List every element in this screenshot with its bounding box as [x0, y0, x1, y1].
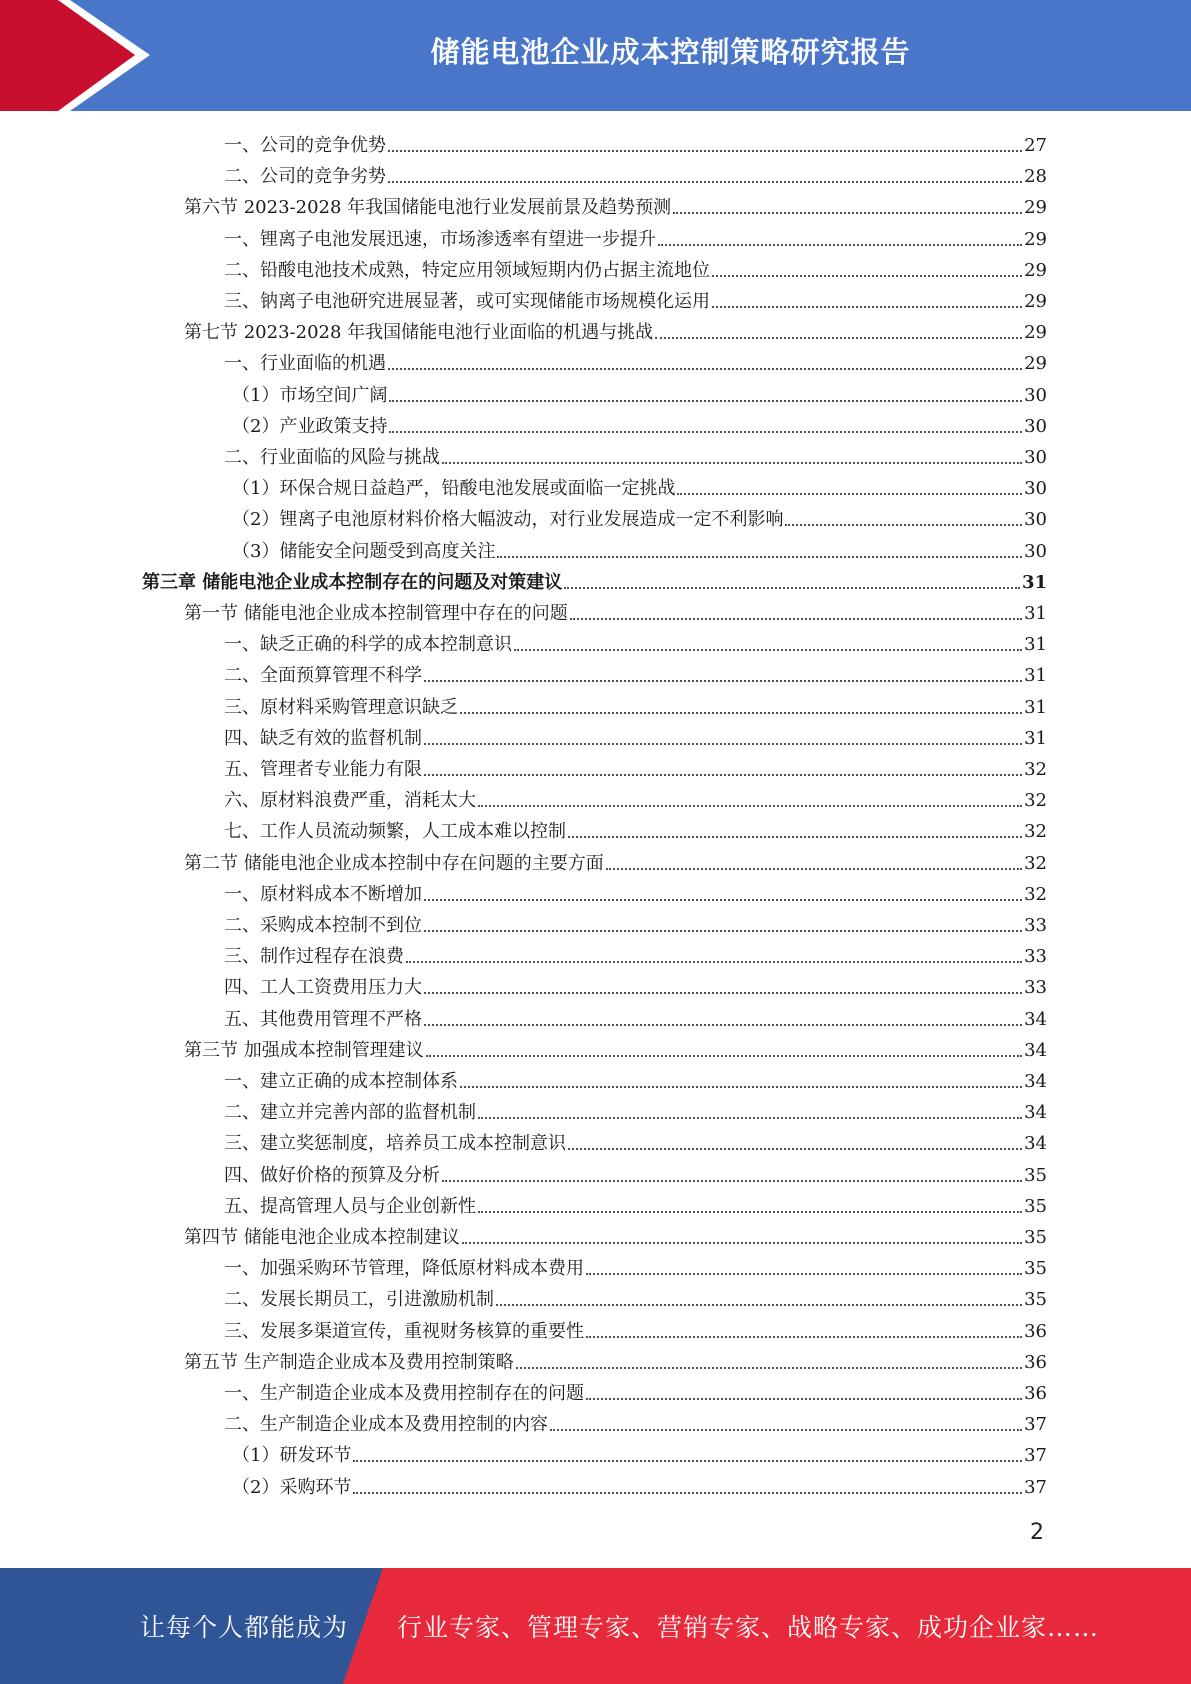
toc-leader-dots: [677, 491, 1022, 495]
toc-entry-page: 28: [1024, 166, 1047, 188]
toc-entry-page: 37: [1024, 1445, 1047, 1467]
toc-leader-dots: [424, 928, 1022, 932]
toc-leader-dots: [424, 741, 1022, 745]
toc-leader-dots: [570, 616, 1022, 620]
toc-entry-page: 35: [1024, 1289, 1047, 1311]
toc-entry[interactable]: [224, 657, 1047, 687]
page-footer: [0, 1568, 1191, 1684]
toc-entry-title: 六、原材料浪费严重，消耗太大: [224, 790, 476, 812]
toc-entry-title: （1）环保合规日益趋严，铅酸电池发展或面临一定挑战: [232, 478, 676, 500]
toc-entry[interactable]: [224, 626, 1047, 656]
toc-entry[interactable]: [224, 1281, 1047, 1311]
toc-entry-page: 32: [1024, 790, 1047, 812]
toc-entry-page: 34: [1024, 1039, 1047, 1061]
toc-entry[interactable]: [232, 1437, 1047, 1467]
toc-entry-title: （2）采购环节: [232, 1476, 352, 1498]
toc-entry-title: 七、工作人员流动频繁，人工成本难以控制: [224, 821, 566, 843]
toc-leader-dots: [514, 647, 1022, 651]
toc-entry-page: 35: [1024, 1258, 1047, 1280]
toc-leader-dots: [550, 1427, 1022, 1431]
toc-leader-dots: [424, 897, 1022, 901]
toc-entry-page: 32: [1024, 759, 1047, 780]
toc-leader-dots: [586, 1334, 1022, 1338]
toc-leader-dots: [478, 1115, 1022, 1119]
toc-leader-dots: [353, 1458, 1022, 1462]
toc-entry-page: 34: [1024, 1008, 1047, 1030]
toc-leader-dots: [497, 554, 1022, 558]
toc-entry-title: 第四节 储能电池企业成本控制建议: [184, 1227, 460, 1248]
toc-entry[interactable]: [224, 720, 1047, 750]
toc-entry[interactable]: [224, 1125, 1047, 1155]
toc-entry-title: 第三节 加强成本控制管理建议: [184, 1039, 424, 1061]
toc-entry-page: 31: [1024, 696, 1047, 718]
toc-entry[interactable]: [184, 595, 1047, 625]
toc-entry-title: 二、发展长期员工，引进激励机制: [224, 1289, 494, 1311]
toc-entry[interactable]: [224, 1250, 1047, 1280]
toc-entry[interactable]: [232, 470, 1047, 500]
toc-entry[interactable]: [224, 938, 1047, 968]
toc-leader-dots: [606, 866, 1022, 870]
toc-entry-page: 30: [1024, 447, 1047, 468]
toc-leader-dots: [658, 242, 1022, 246]
toc-entry-title: 三、制作过程存在浪费: [224, 946, 404, 968]
toc-entry-title: 三、钠离子电池研究进展显著，或可实现储能市场规模化运用: [224, 291, 710, 312]
toc-entry-title: （1）研发环节: [232, 1445, 352, 1467]
toc-leader-dots: [388, 366, 1022, 370]
toc-entry-title: 二、采购成本控制不到位: [224, 915, 422, 936]
toc-entry-title: （3）储能安全问题受到高度关注: [232, 540, 496, 562]
toc-entry-title: 二、全面预算管理不科学: [224, 665, 422, 687]
toc-entry-page: 34: [1024, 1071, 1047, 1092]
toc-entry-title: 二、行业面临的风险与挑战: [224, 447, 440, 468]
toc-entry[interactable]: [224, 876, 1047, 906]
toc-leader-dots: [424, 678, 1022, 682]
toc-leader-dots: [516, 1365, 1022, 1369]
toc-entry-page: 32: [1024, 821, 1047, 843]
toc-entry[interactable]: [224, 1094, 1047, 1124]
toc-entry-title: 三、发展多渠道宣传，重视财务核算的重要性: [224, 1320, 584, 1342]
toc-entry-title: 二、公司的竞争劣势: [224, 166, 386, 188]
page-number: 2: [1030, 1520, 1044, 1545]
toc-entry[interactable]: [184, 314, 1047, 344]
toc-entry-title: 第二节 储能电池企业成本控制中存在问题的主要方面: [184, 852, 604, 874]
toc-leader-dots: [673, 210, 1022, 214]
toc-leader-dots: [388, 179, 1022, 183]
toc-entry[interactable]: [184, 845, 1047, 875]
toc-entry-page: 34: [1024, 1133, 1047, 1155]
toc-entry-page: 31: [1024, 634, 1047, 656]
toc-entry-title: 二、建立并完善内部的监督机制: [224, 1102, 476, 1124]
toc-entry[interactable]: [184, 1032, 1047, 1062]
toc-leader-dots: [388, 148, 1022, 152]
toc-entry[interactable]: [224, 751, 1047, 781]
toc-entry-page: 30: [1024, 415, 1047, 437]
toc-entry-title: 一、加强采购环节管理，降低原材料成本费用: [224, 1258, 584, 1280]
toc-entry-title: 二、铅酸电池技术成熟，特定应用领域短期内仍占据主流地位: [224, 259, 710, 281]
toc-entry-title: 四、工人工资费用压力大: [224, 977, 422, 999]
toc-entry[interactable]: [224, 1188, 1047, 1218]
toc-leader-dots: [406, 959, 1022, 963]
toc-entry[interactable]: [224, 439, 1047, 469]
toc-entry-title: （2）产业政策支持: [232, 415, 388, 437]
toc-entry-title: 第五节 生产制造企业成本及费用控制策略: [184, 1351, 514, 1373]
toc-entry[interactable]: [232, 501, 1047, 531]
toc-entry-page: 29: [1024, 322, 1047, 344]
toc-entry-page: 33: [1024, 977, 1047, 999]
toc-entry[interactable]: [232, 533, 1047, 563]
toc-entry-page: 35: [1024, 1164, 1047, 1186]
toc-entry[interactable]: [224, 969, 1047, 999]
toc-entry[interactable]: [184, 1344, 1047, 1374]
toc-entry-page: 36: [1024, 1320, 1047, 1342]
toc-leader-dots: [460, 710, 1022, 714]
toc-entry[interactable]: [232, 1469, 1047, 1499]
toc-leader-dots: [586, 1396, 1022, 1400]
footer-slogan-left: 让每个人都能成为: [140, 1613, 349, 1642]
toc-entry-page: 30: [1024, 384, 1047, 406]
toc-leader-dots: [785, 522, 1022, 526]
toc-entry-page: 33: [1024, 915, 1047, 936]
toc-entry-page: 30: [1024, 478, 1047, 500]
toc-entry[interactable]: [142, 564, 1047, 594]
toc-entry[interactable]: [224, 1313, 1047, 1343]
toc-entry[interactable]: [224, 907, 1047, 937]
page-header: [0, 0, 1191, 111]
toc-leader-dots: [389, 398, 1022, 402]
toc-leader-dots: [586, 1271, 1022, 1275]
toc-leader-dots: [424, 1022, 1022, 1026]
toc-entry-page: 32: [1024, 852, 1047, 874]
toc-entry-title: 第六节 2023-2028 年我国储能电池行业发展前景及趋势预测: [184, 197, 672, 219]
toc-leader-dots: [424, 772, 1022, 776]
toc-entry[interactable]: [224, 1157, 1047, 1187]
toc-leader-dots: [478, 1209, 1022, 1213]
toc-entry-title: 五、提高管理人员与企业创新性: [224, 1195, 476, 1217]
toc-entry-page: 37: [1024, 1476, 1047, 1498]
toc-leader-dots: [478, 803, 1022, 807]
toc-entry-title: （1）市场空间广阔: [232, 384, 388, 406]
toc-entry-page: 31: [1021, 571, 1047, 593]
toc-entry-title: 二、生产制造企业成本及费用控制的内容: [224, 1414, 548, 1436]
toc-entry-page: 29: [1024, 353, 1047, 375]
toc-entry-title: 五、管理者专业能力有限: [224, 759, 422, 780]
toc-entry[interactable]: [224, 1001, 1047, 1031]
toc-leader-dots: [353, 1490, 1022, 1494]
toc-leader-dots: [496, 1302, 1022, 1306]
toc-entry[interactable]: [224, 252, 1047, 282]
toc-entry-page: 30: [1024, 540, 1047, 562]
toc-entry-page: 30: [1024, 509, 1047, 531]
toc-leader-dots: [426, 1053, 1022, 1057]
toc-entry-title: 一、行业面临的机遇: [224, 353, 386, 375]
toc-entry-title: 第一节 储能电池企业成本控制管理中存在的问题: [184, 603, 568, 624]
toc-entry-page: 34: [1024, 1102, 1047, 1124]
toc-entry-title: 一、生产制造企业成本及费用控制存在的问题: [224, 1383, 584, 1404]
toc-entry-page: 27: [1024, 135, 1047, 156]
toc-entry-title: 一、公司的竞争优势: [224, 135, 386, 156]
toc-entry[interactable]: [224, 345, 1047, 375]
toc-entry[interactable]: [224, 689, 1047, 719]
toc-entry-title: 三、建立奖惩制度，培养员工成本控制意识: [224, 1133, 566, 1155]
toc-entry-page: 29: [1024, 228, 1047, 250]
toc-entry-title: （2）锂离子电池原材料价格大幅波动，对行业发展造成一定不利影响: [232, 509, 784, 531]
toc-entry[interactable]: [224, 283, 1047, 313]
toc-entry-title: 第七节 2023-2028 年我国储能电池行业面临的机遇与挑战: [184, 322, 654, 344]
toc-leader-dots: [564, 585, 1020, 589]
toc-entry-page: 29: [1024, 259, 1047, 281]
toc-entry-title: 四、缺乏有效的监督机制: [224, 727, 422, 749]
toc-leader-dots: [460, 1084, 1022, 1088]
toc-leader-dots: [442, 1178, 1022, 1182]
toc-entry[interactable]: [224, 127, 1047, 157]
toc-entry[interactable]: [184, 1219, 1047, 1249]
toc-entry[interactable]: [224, 1406, 1047, 1436]
toc-entry[interactable]: [224, 158, 1047, 188]
toc-entry-page: 37: [1024, 1414, 1047, 1436]
toc-leader-dots: [424, 990, 1022, 994]
toc-entry-title: 一、建立正确的成本控制体系: [224, 1071, 458, 1092]
toc-entry-page: 36: [1024, 1383, 1047, 1404]
toc-entry[interactable]: [224, 782, 1047, 812]
toc-entry-page: 29: [1024, 291, 1047, 312]
toc-entry-page: 31: [1024, 727, 1047, 749]
toc-entry-page: 29: [1024, 197, 1047, 219]
toc-leader-dots: [389, 429, 1022, 433]
toc-leader-dots: [462, 1240, 1022, 1244]
toc-leader-dots: [568, 1146, 1022, 1150]
toc-entry-title: 五、其他费用管理不严格: [224, 1008, 422, 1030]
toc-entry-title: 一、锂离子电池发展迅速，市场渗透率有望进一步提升: [224, 228, 656, 250]
toc-entry-page: 35: [1024, 1195, 1047, 1217]
toc-entry[interactable]: [232, 408, 1047, 438]
page-title: 储能电池企业成本控制策略研究报告: [430, 34, 911, 69]
toc-entry-page: 33: [1024, 946, 1047, 968]
toc-leader-dots: [712, 273, 1022, 277]
toc-entry[interactable]: [184, 189, 1047, 219]
toc-entry[interactable]: [224, 1375, 1047, 1405]
toc-leader-dots: [712, 304, 1022, 308]
toc-entry-title: 四、做好价格的预算及分析: [224, 1164, 440, 1186]
toc-entry-title: 第三章 储能电池企业成本控制存在的问题及对策建议: [142, 571, 563, 593]
toc-entry-page: 31: [1024, 665, 1047, 687]
toc-entry[interactable]: [224, 813, 1047, 843]
toc-entry-title: 三、原材料采购管理意识缺乏: [224, 696, 458, 718]
toc-entry-page: 32: [1024, 883, 1047, 905]
toc-leader-dots: [655, 335, 1022, 339]
toc-entry-page: 36: [1024, 1351, 1047, 1373]
toc-entry[interactable]: [232, 377, 1047, 407]
toc-entry-title: 一、缺乏正确的科学的成本控制意识: [224, 634, 512, 656]
toc-leader-dots: [442, 460, 1022, 464]
footer-slogan-right: 行业专家、管理专家、营销专家、战略专家、成功企业家……: [397, 1613, 1100, 1642]
toc-entry-title: 一、原材料成本不断增加: [224, 883, 422, 905]
toc-entry-page: 31: [1024, 603, 1047, 624]
toc-leader-dots: [568, 834, 1022, 838]
toc-entry[interactable]: [224, 221, 1047, 251]
toc-entry[interactable]: [224, 1063, 1047, 1093]
toc-entry-page: 35: [1024, 1227, 1047, 1248]
